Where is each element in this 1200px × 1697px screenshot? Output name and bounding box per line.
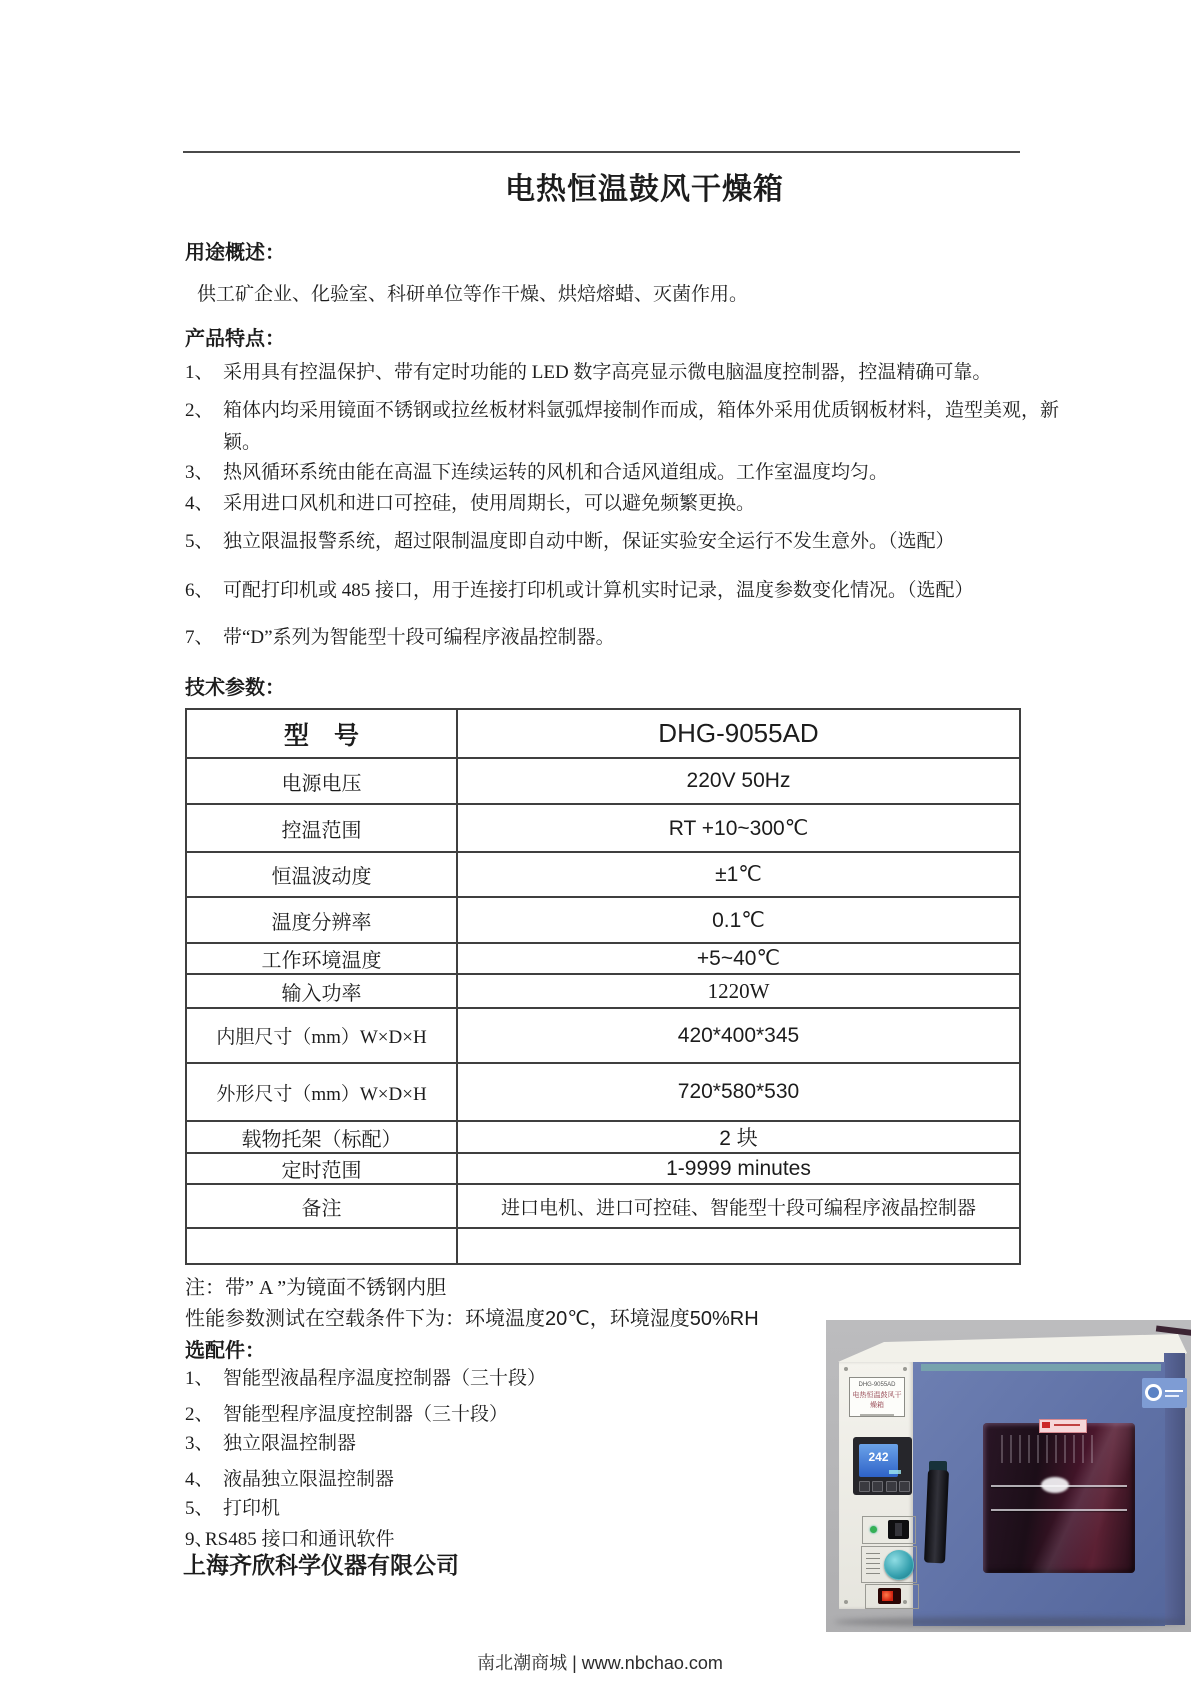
feature-number: 2、 [185,400,214,421]
model-label [849,1377,905,1417]
warning-sticker [1039,1419,1087,1433]
controller-button [872,1481,883,1492]
controller-lcd [859,1444,898,1477]
knob-tick-marks [866,1553,880,1575]
optional-text: 智能型程序温度控制器（三十段） [223,1404,509,1425]
brand-text-line [1165,1395,1179,1397]
note-segment: 50%RH [689,1308,759,1330]
note-segment: 20℃ [545,1308,590,1330]
usage-heading: 用途概述： [185,242,285,264]
table-row [186,974,1020,1008]
features-heading: 产品特点： [185,328,285,350]
optional-item [185,1399,508,1426]
specs-heading: 技术参数： [185,677,285,699]
door-handle [924,1470,949,1564]
optional-text: 独立限温控制器 [223,1433,357,1454]
power-rocker-switch [888,1520,909,1539]
feature-text: 带“D”系列为智能型十段可编程序液晶控制器。 [223,627,615,648]
screw-icon [844,1367,848,1371]
controller-button [899,1481,910,1492]
optional-number: 2、 [185,1404,214,1425]
table-row [186,758,1020,804]
note-test-conditions [185,1302,759,1331]
feature-number: 1、 [185,362,214,383]
product-photo [826,1320,1191,1632]
spec-value [457,1228,1020,1264]
brand-logo-icon [1145,1384,1162,1401]
spec-label: 温度分辨率 [186,897,457,943]
table-row [186,1008,1020,1063]
power-indicator-led [870,1526,877,1533]
feature-item [185,488,1063,520]
oven-shadow [834,1617,1184,1627]
feature-number: 7、 [185,627,214,648]
spec-value: ±1℃ [457,852,1020,897]
main-switch-panel [865,1584,919,1609]
optional-text: 打印机 [223,1498,281,1519]
feature-number: 5、 [185,531,214,552]
company-name: 上海齐欣科学仪器有限公司 [183,1553,459,1578]
optional-text: RS485 接口和通讯软件 [205,1529,395,1550]
spec-label: 定时范围 [186,1153,457,1184]
feature-text: 热风循环系统由能在高温下连续运转的风机和合适风道组成。工作室温度均匀。 [223,462,889,483]
spec-value: 220V 50Hz [457,758,1020,804]
optional-item [185,1428,356,1455]
controller-button [886,1481,897,1492]
feature-text: 采用具有控温保护、带有定时功能的 LED 数字高亮显示微电脑温度控制器，控温精确可靠。 [223,362,992,383]
spec-value: 720*580*530 [457,1063,1020,1121]
note-segment: ，环境湿度 [589,1308,690,1330]
table-row [186,943,1020,974]
feature-item [185,457,1063,489]
feature-item [185,357,1063,389]
optional-item [185,1363,546,1390]
timer-knob [884,1550,914,1580]
table-row [186,852,1020,897]
optional-number: 4、 [185,1469,214,1490]
spec-label: 工作环境温度 [186,943,457,974]
optional-number: 1、 [185,1368,214,1389]
usage-body: 供工矿企业、化验室、科研单位等作干燥、烘焙熔蜡、灭菌作用。 [197,284,749,305]
spec-value: 2 块 [457,1121,1020,1153]
spec-label: 输入功率 [186,974,457,1008]
feature-text: 箱体内均采用镜面不锈钢或拉丝板材料氩弧焊接制作而成，箱体外采用优质钢板材料，造型美观，新颖。 [223,400,1060,453]
spec-label: 型 号 [186,709,457,758]
optional-text: 智能型液晶程序温度控制器（三十段） [223,1368,547,1389]
spec-label: 内胆尺寸（mm）W×D×H [186,1008,457,1063]
optional-number: 3、 [185,1433,214,1454]
model-label-name: 电热恒温鼓风干燥箱 [852,1391,902,1409]
spec-value: 420*400*345 [457,1008,1020,1063]
table-row [186,897,1020,943]
red-rocker-switch [878,1588,901,1604]
optional-item [185,1493,280,1520]
feature-text: 独立限温报警系统，超过限制温度即自动中断，保证实验安全运行不发生意外。（选配） [223,531,955,552]
spec-label: 电源电压 [186,758,457,804]
spec-label: 外形尺寸（mm）W×D×H [186,1063,457,1121]
table-row [186,804,1020,852]
spec-label: 载物托架（标配） [186,1121,457,1153]
table-row [186,1063,1020,1121]
spec-value: 1-9999 minutes [457,1153,1020,1184]
model-label-line [860,1414,894,1416]
spec-value: 进口电机、进口可控硅、智能型十段可编程序液晶控制器 [457,1184,1020,1228]
timer-knob-panel [861,1546,917,1583]
controller-button [859,1481,870,1492]
feature-item [185,622,1063,654]
table-row [186,709,1020,758]
note-liner: 注：带” A ”为镜面不锈钢内胆 [185,1277,447,1299]
feature-text: 可配打印机或 485 接口，用于连接打印机或计算机实时记录，温度参数变化情况。（选配） [223,580,974,601]
page-title: 电热恒温鼓风干燥箱 [505,173,784,206]
optional-number: 5、 [185,1498,214,1519]
table-row [186,1184,1020,1228]
door-window [983,1423,1135,1573]
spec-value: 1220W [457,974,1020,1008]
table-row [186,1121,1020,1153]
screw-icon [903,1367,907,1371]
feature-number: 6、 [185,580,214,601]
model-label-code: DHG-9055AD [858,1382,896,1388]
optional-number: 9、 [185,1529,214,1550]
table-row [186,1153,1020,1184]
spec-label [186,1228,457,1264]
feature-item [185,526,1063,558]
lcd-subdisplay [889,1470,901,1474]
spec-value: 0.1℃ [457,897,1020,943]
footer-site-text: 南北潮商城 | www.nbchao.com [477,1653,723,1673]
spec-value: +5~40℃ [457,943,1020,974]
header-rule [183,151,1020,153]
table-row-empty [186,1228,1020,1264]
feature-number: 3、 [185,462,214,483]
optional-item [185,1464,394,1491]
feature-item [185,395,1063,459]
door-top-seal [921,1364,1161,1371]
feature-item [185,575,1063,607]
feature-text: 采用进口风机和进口可控硅，使用周期长，可以避免频繁更换。 [223,493,756,514]
power-switch-panel [862,1516,916,1544]
spec-value: DHG-9055AD [457,709,1020,758]
optional-heading: 选配件： [185,1340,265,1362]
spec-label: 控温范围 [186,804,457,852]
feature-number: 4、 [185,493,214,514]
spec-label: 恒温波动度 [186,852,457,897]
brand-text-line [1165,1390,1183,1392]
oven-control-panel [839,1362,913,1609]
spec-value: RT +10~300℃ [457,804,1020,852]
lcd-reading: 242 [868,1450,889,1464]
spec-table [185,708,1021,1265]
screw-icon [844,1600,848,1604]
note-segment: 性能参数测试在空载条件下为：环境温度 [185,1308,545,1330]
glass-reflection [983,1423,1135,1573]
temperature-controller [853,1437,912,1495]
brand-sticker [1142,1378,1187,1408]
optional-text: 液晶独立限温控制器 [223,1469,395,1490]
spec-label: 备注 [186,1184,457,1228]
